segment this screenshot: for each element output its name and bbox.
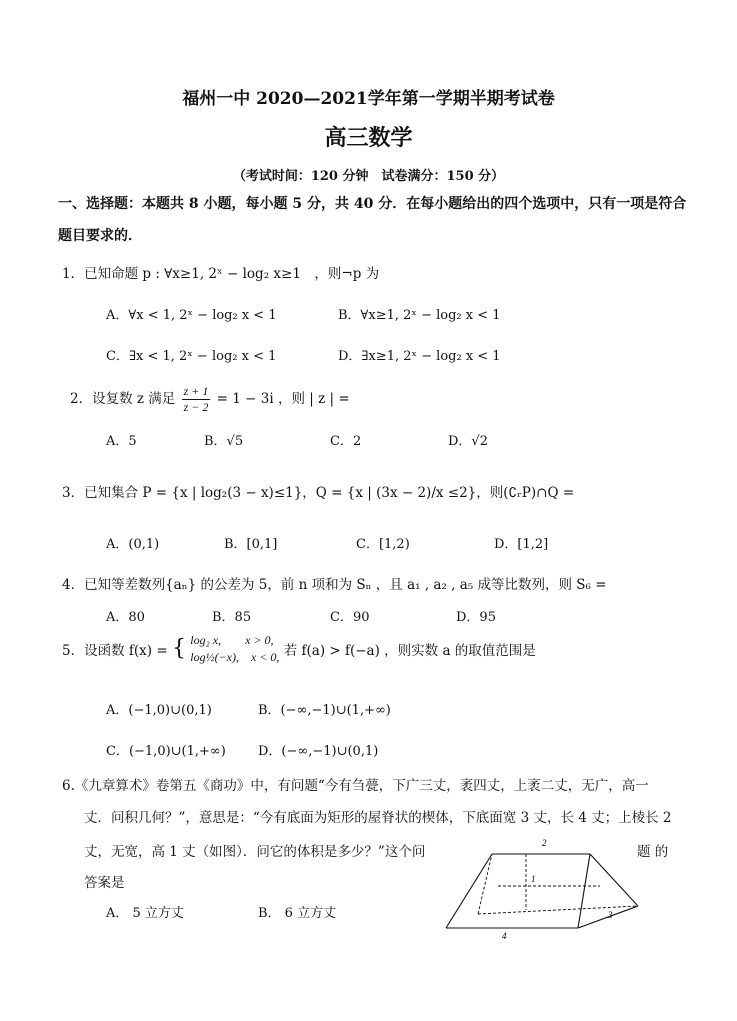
q5-case-2: log½(−x), x < 0,	[190, 650, 280, 664]
q3-option-a: A．(0,1)	[106, 537, 160, 552]
q4-option-c: C．90	[330, 610, 370, 625]
question-6-line-3-tail: 题 的	[637, 844, 669, 860]
wedge-figure	[440, 836, 640, 944]
q5-stem-suffix: 若 f(a) > f(−a) ，则实数 a 的取值范围是	[283, 643, 536, 659]
question-6-line-1: 6.《九章算术》卷第五《商功》中，有问题“今有刍甍，下广三丈，袤四丈，上袤二丈，无广，高一	[62, 778, 649, 794]
q5-case-1: log₂ x, x > 0,	[190, 633, 274, 647]
question-6-line-2: 丈．问积几何？”，意思是：“今有底面为矩形的屋脊状的楔体，下底面宽 3 丈，长 4 丈；上棱长 2	[84, 810, 672, 826]
question-4-stem: 4．已知等差数列{aₙ} 的公差为 5，前 n 项和为 Sₙ ，且 a₁ , a₂ , a₅ 成等比数列，则 S₆ =	[62, 577, 607, 593]
q2-fraction	[182, 384, 211, 415]
q6-option-a: A． 5 立方丈	[106, 906, 184, 921]
question-3-stem: 3．已知集合 P = {x | log₂(3 − x)≤1}，Q = {x | (3x − 2)/x ≤2}，则(∁ᵣP)∩Q =	[62, 485, 575, 501]
q6-option-b: B． 6 立方丈	[258, 906, 337, 921]
q2-option-b: B．√5	[204, 434, 244, 449]
q5-option-b: B．(−∞,−1)∪(1,+∞)	[258, 703, 391, 718]
q5-brace: {	[171, 636, 186, 661]
question-5-stem	[62, 631, 536, 667]
q1-option-b: B．∀x≥1, 2ˣ − log₂ x < 1	[338, 308, 501, 323]
q2-option-a: A．5	[106, 434, 137, 449]
q1-option-c: C．∃x < 1, 2ˣ − log₂ x < 1	[106, 349, 277, 364]
q5-piecewise	[190, 632, 279, 666]
figure-label-top: 2	[542, 838, 547, 848]
q4-option-a: A．80	[106, 610, 145, 625]
figure-label-width: 3	[608, 910, 613, 920]
q3-option-c: C．[1,2)	[356, 537, 410, 552]
q1-option-a: A．∀x < 1, 2ˣ − log₂ x < 1	[106, 308, 277, 323]
question-2-stem	[70, 384, 350, 415]
exam-subject: 高三数学	[324, 125, 413, 151]
q2-option-d: D．√2	[448, 434, 488, 449]
q5-stem-prefix: 5．设函数 f(x) =	[62, 643, 168, 659]
q3-option-d: D．[1,2]	[494, 537, 549, 552]
section-heading-line1: 一、选择题：本题共 8 小题，每小题 5 分，共 40 分．在每小题给出的四个选项中，只有一项是符合	[58, 196, 687, 212]
q3-option-b: B．[0,1]	[224, 537, 278, 552]
q4-option-d: D．95	[456, 610, 496, 625]
exam-title: 福州一中 2020—2021学年第一学期半期考试卷	[182, 89, 555, 109]
exam-info: （考试时间：120 分钟 试卷满分：150 分）	[232, 169, 505, 184]
q2-stem-suffix: = 1 − 3i ，则 | z | =	[216, 391, 350, 407]
q2-option-c: C．2	[330, 434, 362, 449]
q5-option-d: D．(−∞,−1)∪(0,1)	[258, 744, 379, 759]
q2-fraction-numerator: z + 1	[183, 384, 209, 398]
q5-option-a: A．(−1,0)∪(0,1)	[106, 703, 212, 718]
q4-option-b: B．85	[212, 610, 252, 625]
section-heading-line2: 题目要求的．	[58, 228, 142, 244]
q1-option-d: D．∃x≥1, 2ˣ − log₂ x < 1	[338, 349, 501, 364]
question-6-line-3: 丈，无宽，高 1 丈（如图）．问它的体积是多少？”这个问	[84, 844, 426, 860]
question-1-stem: 1．已知命题 p : ∀x≥1, 2ˣ − log₂ x≥1 ，则¬p 为	[62, 266, 380, 282]
q5-option-c: C．(−1,0)∪(1,+∞)	[106, 744, 226, 759]
figure-label-length: 4	[502, 931, 507, 941]
q2-fraction-denominator: z − 2	[183, 400, 209, 414]
q2-stem-prefix: 2．设复数 z 满足	[70, 391, 176, 407]
question-6-line-4: 答案是	[84, 875, 125, 891]
figure-label-height: 1	[531, 874, 536, 884]
section-heading	[58, 188, 688, 252]
